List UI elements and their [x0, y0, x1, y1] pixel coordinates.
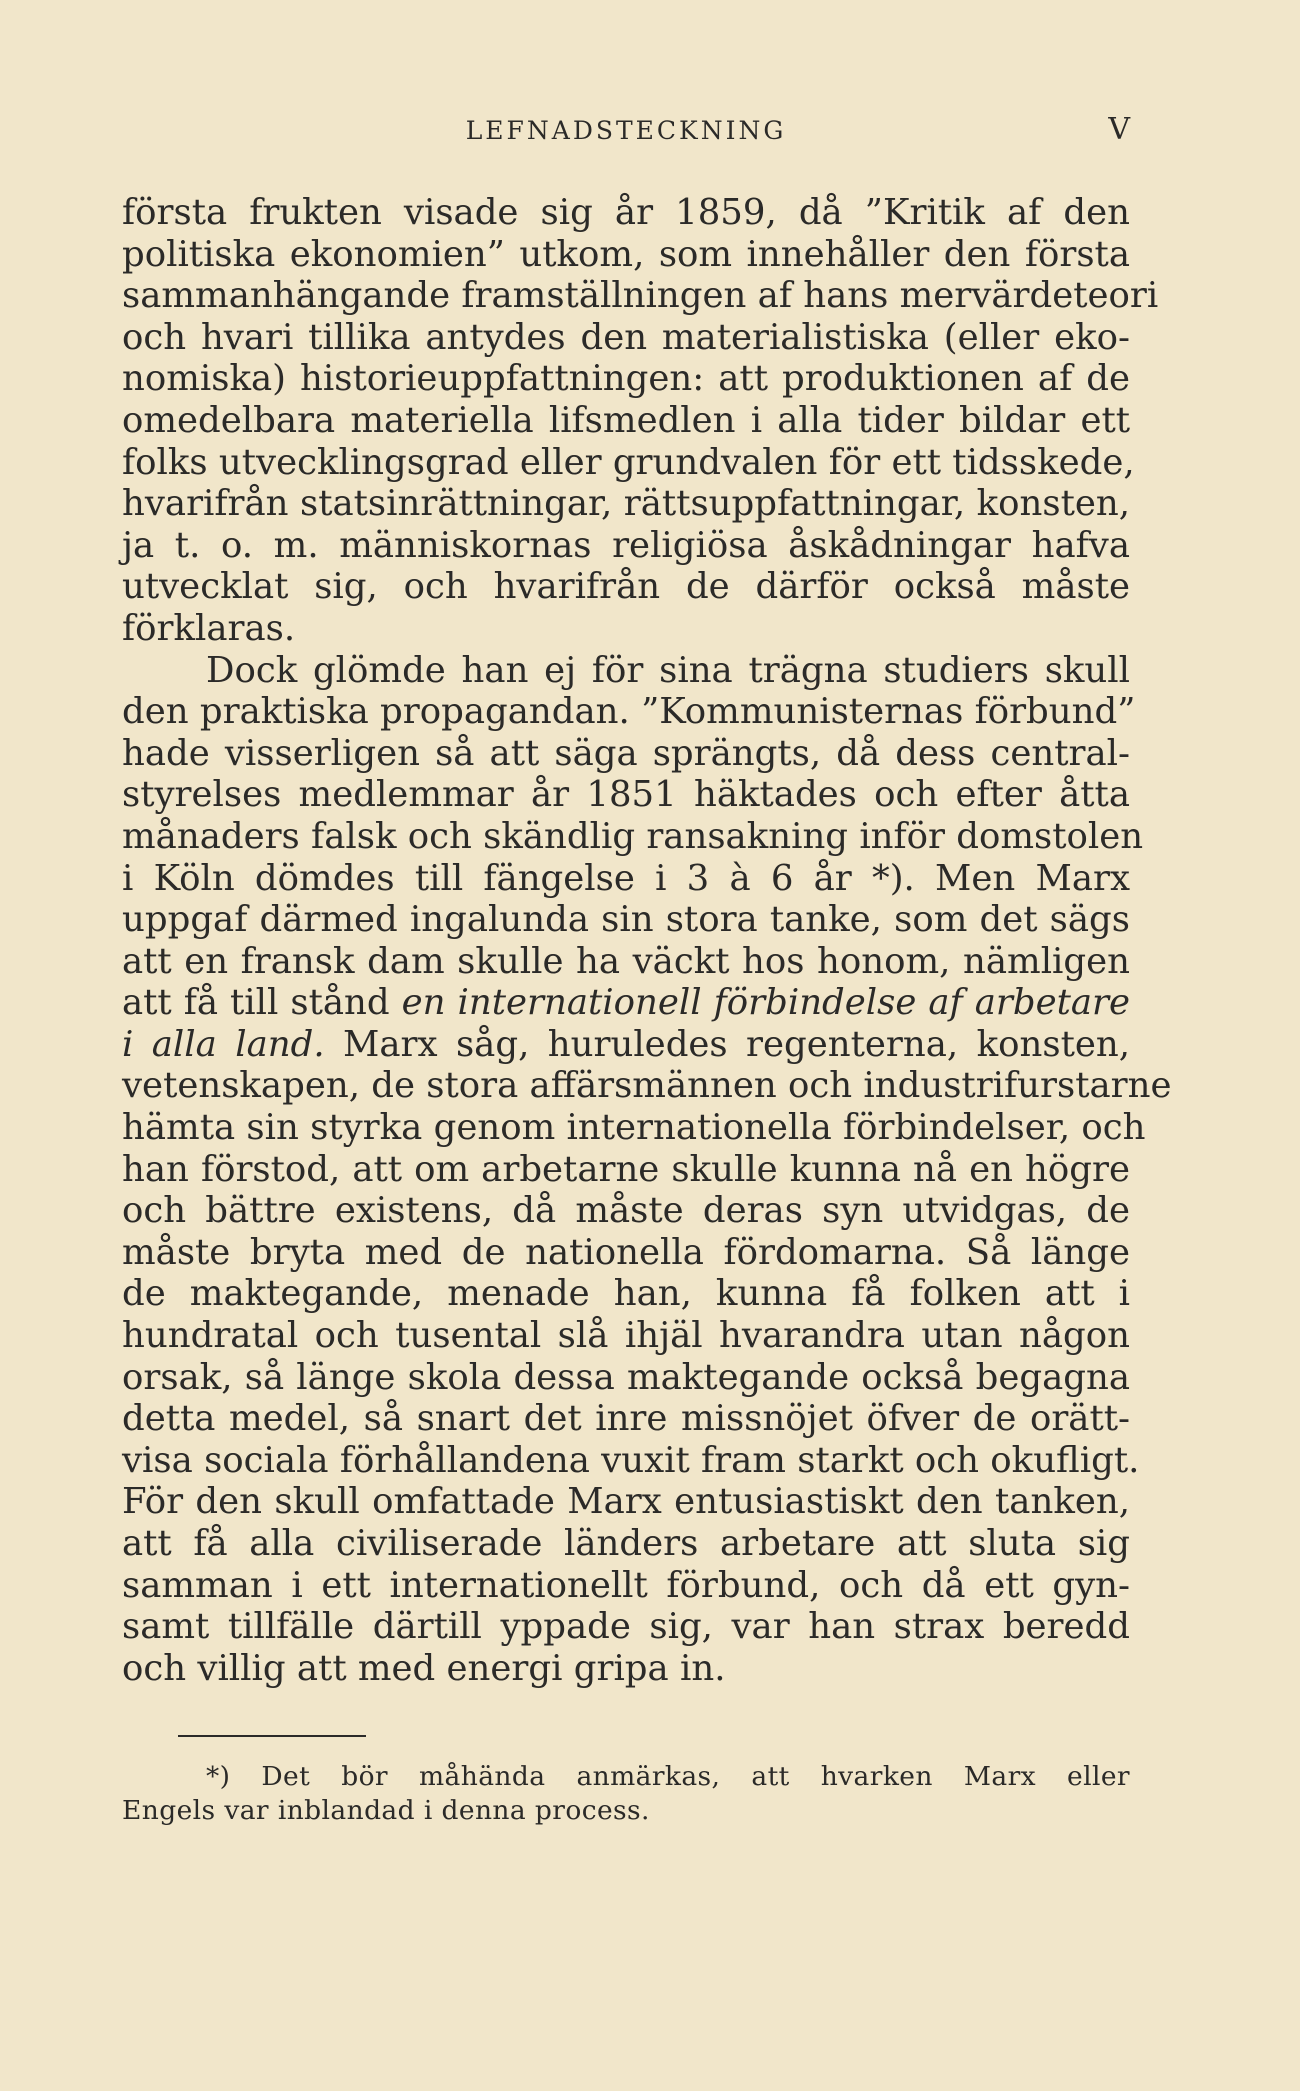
text-line: måste bryta med de nationella fördomarna. Så länge [122, 1231, 1130, 1273]
text-line: utvecklat sig, och hvarifrån de därför också måste [122, 566, 1130, 608]
text-line: de maktegande, menade han, kunna få folken att i [122, 1273, 1130, 1315]
text-line: och hvari tillika antydes den materialistiska (eller eko- [122, 316, 1130, 358]
text-line: hade visserligen så att säga sprängts, då dess central- [122, 732, 1130, 774]
text-line: och bättre existens, då måste deras syn utvidgas, de [122, 1190, 1130, 1232]
paragraph-1 [122, 192, 1159, 650]
text-span: att få till stånd [122, 982, 402, 1024]
text-line: omedelbara materiella lifsmedlen i alla tider bildar ett [122, 399, 1130, 441]
text-line: Dock glömde han ej för sina trägna studiers skull [206, 649, 1130, 691]
body-text [122, 192, 1172, 1689]
running-title: LEFNADSTECKNING [465, 116, 787, 145]
text-line: nomiska) historieuppfattningen: att produktionen af de [122, 358, 1130, 400]
text-line: hämta sin styrka genom internationella förbindelser, och [122, 1107, 1146, 1149]
text-line: detta medel, så snart det inre missnöjet öfver de orätt- [122, 1398, 1130, 1440]
text-line: och villig att med energi gripa in. [122, 1647, 726, 1689]
text-line: hvarifrån statsinrättningar, rättsuppfattningar, konsten, [122, 483, 1130, 525]
text-line: att en fransk dam skulle ha väckt hos honom, nämligen [122, 940, 1130, 982]
text-line: den praktiska propagandan. ”Kommunisternas förbund” [122, 691, 1136, 733]
text-line: styrelses medlemmar år 1851 häktades och efter åtta [122, 774, 1130, 816]
text-span: Marx såg, huruledes regenterna, konsten, [324, 1023, 1130, 1065]
text-line: uppgaf därmed ingalunda sin stora tanke, som det sägs [122, 899, 1130, 941]
footnote-divider [178, 1735, 366, 1737]
running-head [122, 108, 1130, 152]
italic-emphasis: i alla land. [122, 1023, 325, 1065]
text-line: visa sociala förhållandena vuxit fram starkt och okufligt. [122, 1439, 1140, 1481]
text-line: ja t. o. m. människornas religiösa åskådningar hafva [122, 524, 1130, 566]
text-line [122, 1024, 1130, 1066]
text-line: månaders falsk och skändlig ransakning inför domstolen [122, 815, 1144, 857]
footnote-line: *) Det bör måhända anmärkas, att hvarken Marx eller [206, 1761, 1130, 1793]
text-line: hundratal och tusental slå ihjäl hvarandra utan någon [122, 1315, 1130, 1357]
text-line: förklaras. [122, 607, 296, 649]
page-number: V [1108, 112, 1130, 147]
text-line: samt tillfälle därtill yppade sig, var han strax beredd [122, 1606, 1130, 1648]
footnote [122, 1760, 1130, 1828]
text-line: vetenskapen, de stora affärsmännen och industrifurstarne [122, 1065, 1172, 1107]
text-line: folks utvecklingsgrad eller grundvalen för ett tidsskede, [122, 441, 1135, 483]
text-line: politiska ekonomien” utkom, som innehåller den första [122, 233, 1130, 275]
paragraph-2 [122, 649, 1172, 1690]
text-line [122, 982, 1130, 1024]
text-line: orsak, så länge skola dessa maktegande också begagna [122, 1356, 1130, 1398]
footnote-line: Engels var inblandad i denna process. [122, 1795, 650, 1827]
italic-emphasis: en internationell förbindelse af arbetare [401, 982, 1130, 1024]
text-line: För den skull omfattade Marx entusiastiskt den tanken, [122, 1481, 1130, 1523]
text-line: samman i ett internationellt förbund, och då ett gyn- [122, 1564, 1130, 1606]
text-line: i Köln dömdes till fängelse i 3 à 6 år *). Men Marx [122, 857, 1130, 899]
text-line: att få alla civiliserade länders arbetare att sluta sig [122, 1523, 1130, 1564]
text-line: sammanhängande framställningen af hans mervärdeteori [122, 275, 1159, 317]
text-line: han förstod, att om arbetarne skulle kunna nå en högre [122, 1148, 1130, 1190]
text-line: första frukten visade sig år 1859, då ”Kritik af den [122, 192, 1130, 233]
